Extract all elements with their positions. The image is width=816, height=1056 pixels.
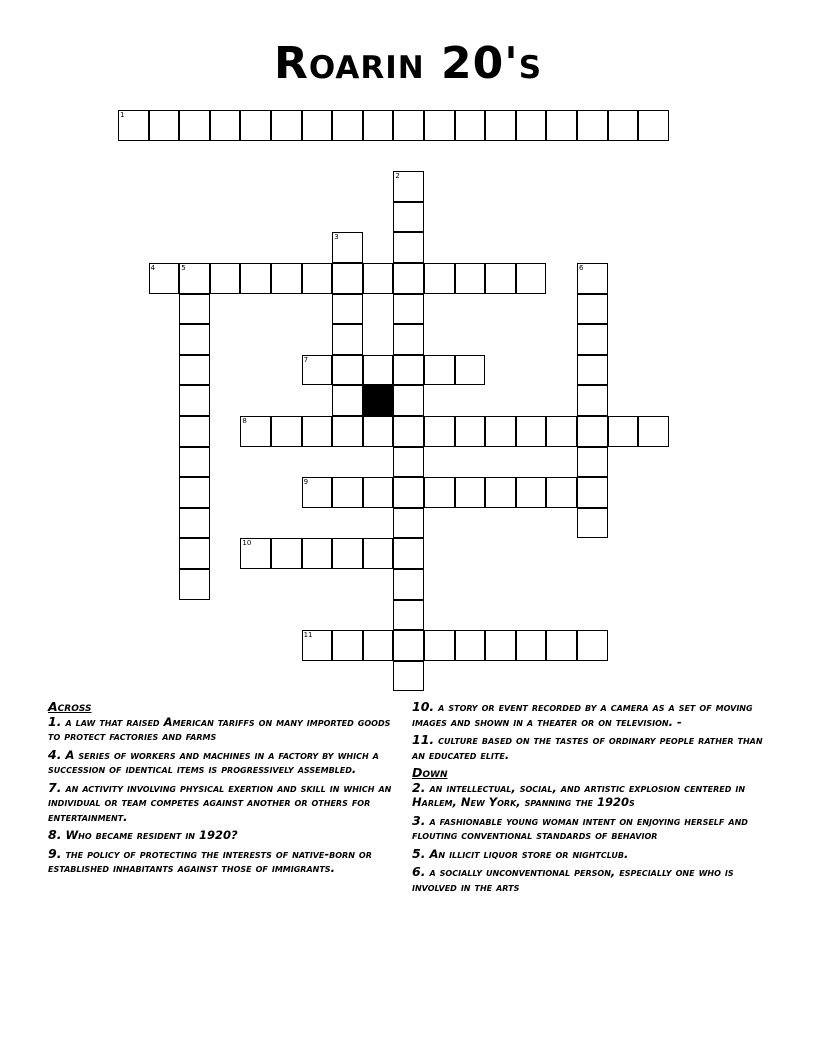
grid-cell[interactable] [363, 263, 394, 294]
grid-cell[interactable] [179, 477, 210, 508]
grid-cell[interactable] [179, 385, 210, 416]
grid-cell[interactable] [516, 110, 547, 141]
grid-cell[interactable] [393, 202, 424, 233]
grid-cell[interactable] [393, 447, 424, 478]
grid-cell[interactable] [332, 294, 363, 325]
grid-cell[interactable] [638, 110, 669, 141]
clue-text: an intellectual, social, and artistic explosion centered in Harlem, New York, spanning the 1920s [412, 780, 746, 809]
grid-cell[interactable] [577, 110, 608, 141]
clue-text: an activity involving physical exertion and skill in which an individual or team competes against another or others for entertainment. [48, 780, 392, 824]
grid-cell[interactable] [485, 416, 516, 447]
grid-cell[interactable] [332, 477, 363, 508]
grid-cell[interactable] [302, 477, 333, 508]
clue-number: 11. [412, 732, 435, 747]
clue-text: the policy of protecting the interests of native-born or established inhabitants against those of immigrants. [48, 846, 372, 875]
clue-number: 2. [412, 779, 426, 795]
grid-cell[interactable] [485, 110, 516, 141]
grid-cell[interactable] [363, 538, 394, 569]
grid-cell[interactable] [393, 171, 424, 202]
grid-cell[interactable] [240, 538, 271, 569]
grid-cell[interactable] [424, 630, 455, 661]
grid-cell[interactable] [455, 630, 486, 661]
cell-number: 9 [303, 478, 309, 487]
grid-cell[interactable] [179, 538, 210, 569]
grid-cell[interactable] [179, 508, 210, 539]
clue-number: 6. [412, 864, 426, 879]
clue-number: 3. [412, 812, 426, 828]
grid-block [363, 385, 394, 416]
clue-text: An illicit liquor store or nightclub. [429, 846, 629, 861]
grid-cell[interactable] [179, 447, 210, 478]
grid-cell[interactable] [608, 416, 639, 447]
grid-cell[interactable] [455, 477, 486, 508]
clue-number: 4. [48, 746, 62, 762]
grid-cell[interactable] [455, 355, 486, 386]
grid-cell[interactable] [546, 416, 577, 447]
grid-cell[interactable] [210, 110, 241, 141]
clue-across-4 [48, 748, 400, 777]
clue-number: 10. [412, 699, 435, 714]
clue-across-10 [412, 700, 772, 729]
cell-number: 3 [334, 233, 339, 242]
across-heading: Across [48, 699, 92, 714]
grid-cell[interactable] [546, 110, 577, 141]
grid-cell[interactable] [485, 477, 516, 508]
cell-number: 4 [150, 264, 156, 272]
grid-cell[interactable] [179, 355, 210, 386]
clue-across-9 [48, 847, 400, 876]
grid-cell[interactable] [393, 600, 424, 631]
clue-text: A series of workers and machines in a factory by which a succession of identical items is progressively assembled. [48, 747, 379, 776]
grid-cell[interactable] [577, 355, 608, 386]
clue-down-3 [412, 814, 772, 843]
grid-cell[interactable] [179, 416, 210, 447]
grid-cell[interactable] [179, 324, 210, 355]
grid-cell[interactable] [393, 630, 424, 661]
cell-number: 7 [303, 355, 309, 364]
cell-number: 1 [120, 111, 125, 119]
grid-cell[interactable] [363, 630, 394, 661]
grid-cell[interactable] [424, 110, 455, 141]
clue-down-5 [412, 847, 772, 862]
grid-cell[interactable] [118, 110, 149, 141]
grid-cell[interactable] [577, 385, 608, 416]
grid-cell[interactable] [302, 630, 333, 661]
grid-cell[interactable] [577, 324, 608, 355]
clue-down-2 [412, 781, 772, 810]
cell-number: 5 [181, 264, 186, 272]
grid-cell[interactable] [240, 416, 271, 447]
grid-cell[interactable] [577, 294, 608, 325]
grid-cell[interactable] [393, 324, 424, 355]
clue-text: a fashionable young woman intent on enjoying herself and flouting conventional standards of behavior [412, 813, 748, 842]
clue-text: Who became resident in 1920? [65, 828, 238, 842]
grid-cell[interactable] [240, 110, 271, 141]
cell-number: 8 [242, 417, 247, 425]
grid-cell[interactable] [179, 294, 210, 325]
grid-cell[interactable] [516, 477, 547, 508]
grid-cell[interactable] [485, 263, 516, 294]
grid-cell[interactable] [577, 630, 608, 661]
grid-cell[interactable] [608, 110, 639, 141]
grid-cell[interactable] [393, 110, 424, 141]
grid-cell[interactable] [179, 110, 210, 141]
grid-cell[interactable] [302, 110, 333, 141]
grid-cell[interactable] [302, 416, 333, 447]
clue-text: culture based on the tastes of ordinary people rather than an educated elite. [412, 733, 763, 762]
clue-down-6 [412, 865, 772, 894]
clue-across-11 [412, 733, 772, 762]
grid-cell[interactable] [393, 508, 424, 539]
grid-cell[interactable] [424, 263, 455, 294]
grid-cell[interactable] [393, 538, 424, 569]
grid-cell[interactable] [455, 110, 486, 141]
cell-number: 11 [303, 631, 313, 640]
grid-cell[interactable] [577, 447, 608, 478]
grid-cell[interactable] [577, 416, 608, 447]
grid-cell[interactable] [546, 630, 577, 661]
grid-cell[interactable] [271, 416, 302, 447]
clue-number: 7. [48, 779, 62, 795]
grid-cell[interactable] [577, 477, 608, 508]
grid-cell[interactable] [393, 661, 424, 692]
grid-cell[interactable] [332, 416, 363, 447]
clue-number: 9. [48, 845, 62, 861]
grid-cell[interactable] [332, 110, 363, 141]
grid-cell[interactable] [179, 569, 210, 600]
grid-cell[interactable] [393, 232, 424, 263]
grid-cell[interactable] [332, 630, 363, 661]
grid-cell[interactable] [393, 355, 424, 386]
grid-cell[interactable] [302, 263, 333, 294]
clue-number: 5. [412, 845, 426, 861]
clue-number: 8. [48, 827, 62, 842]
clue-text: a law that raised American tariffs on many imported goods to protect factories and farms [48, 714, 391, 743]
grid-cell[interactable] [332, 232, 363, 263]
grid-cell[interactable] [393, 477, 424, 508]
puzzle-title: Roarin 20's [273, 38, 543, 89]
cell-number: 2 [395, 172, 400, 181]
down-heading: Down [412, 765, 448, 780]
grid-cell[interactable] [516, 416, 547, 447]
grid-cell[interactable] [516, 263, 547, 294]
clue-across-8 [48, 828, 400, 843]
grid-cell[interactable] [332, 263, 363, 294]
grid-cell[interactable] [363, 477, 394, 508]
clue-text: a story or event recorded by a camera as a set of moving images and shown in a theater or on television. - [412, 700, 753, 729]
grid-cell[interactable] [393, 385, 424, 416]
clue-number: 1. [48, 713, 62, 729]
grid-cell[interactable] [149, 110, 180, 141]
clue-across-1 [48, 715, 400, 744]
clues-right-column [412, 700, 772, 898]
grid-cell[interactable] [271, 538, 302, 569]
grid-cell[interactable] [363, 355, 394, 386]
grid-cell[interactable] [332, 385, 363, 416]
grid-cell[interactable] [485, 630, 516, 661]
grid-cell[interactable] [240, 263, 271, 294]
grid-cell[interactable] [332, 324, 363, 355]
grid-cell[interactable] [455, 416, 486, 447]
grid-cell[interactable] [424, 416, 455, 447]
grid-cell[interactable] [271, 263, 302, 294]
grid-cell[interactable] [516, 630, 547, 661]
grid-cell[interactable] [577, 508, 608, 539]
grid-cell[interactable] [393, 294, 424, 325]
grid-cell[interactable] [393, 263, 424, 294]
grid-cell[interactable] [638, 416, 669, 447]
grid-cell[interactable] [149, 263, 180, 294]
grid-cell[interactable] [424, 477, 455, 508]
grid-cell[interactable] [302, 355, 333, 386]
grid-cell[interactable] [332, 355, 363, 386]
cell-number: 10 [242, 539, 252, 548]
grid-cell[interactable] [393, 416, 424, 447]
clue-text: a socially unconventional person, especially one who is involved in the arts [412, 865, 734, 894]
grid-cell[interactable] [424, 355, 455, 386]
clues-left-column [48, 700, 400, 880]
grid-cell[interactable] [546, 477, 577, 508]
grid-cell[interactable] [577, 263, 608, 294]
grid-cell[interactable] [363, 110, 394, 141]
grid-cell[interactable] [393, 569, 424, 600]
cell-number: 6 [579, 264, 584, 272]
grid-cell[interactable] [179, 263, 210, 294]
grid-cell[interactable] [302, 538, 333, 569]
grid-cell[interactable] [363, 416, 394, 447]
grid-cell[interactable] [455, 263, 486, 294]
clue-across-7 [48, 781, 400, 825]
grid-cell[interactable] [210, 263, 241, 294]
grid-cell[interactable] [332, 538, 363, 569]
grid-cell[interactable] [271, 110, 302, 141]
